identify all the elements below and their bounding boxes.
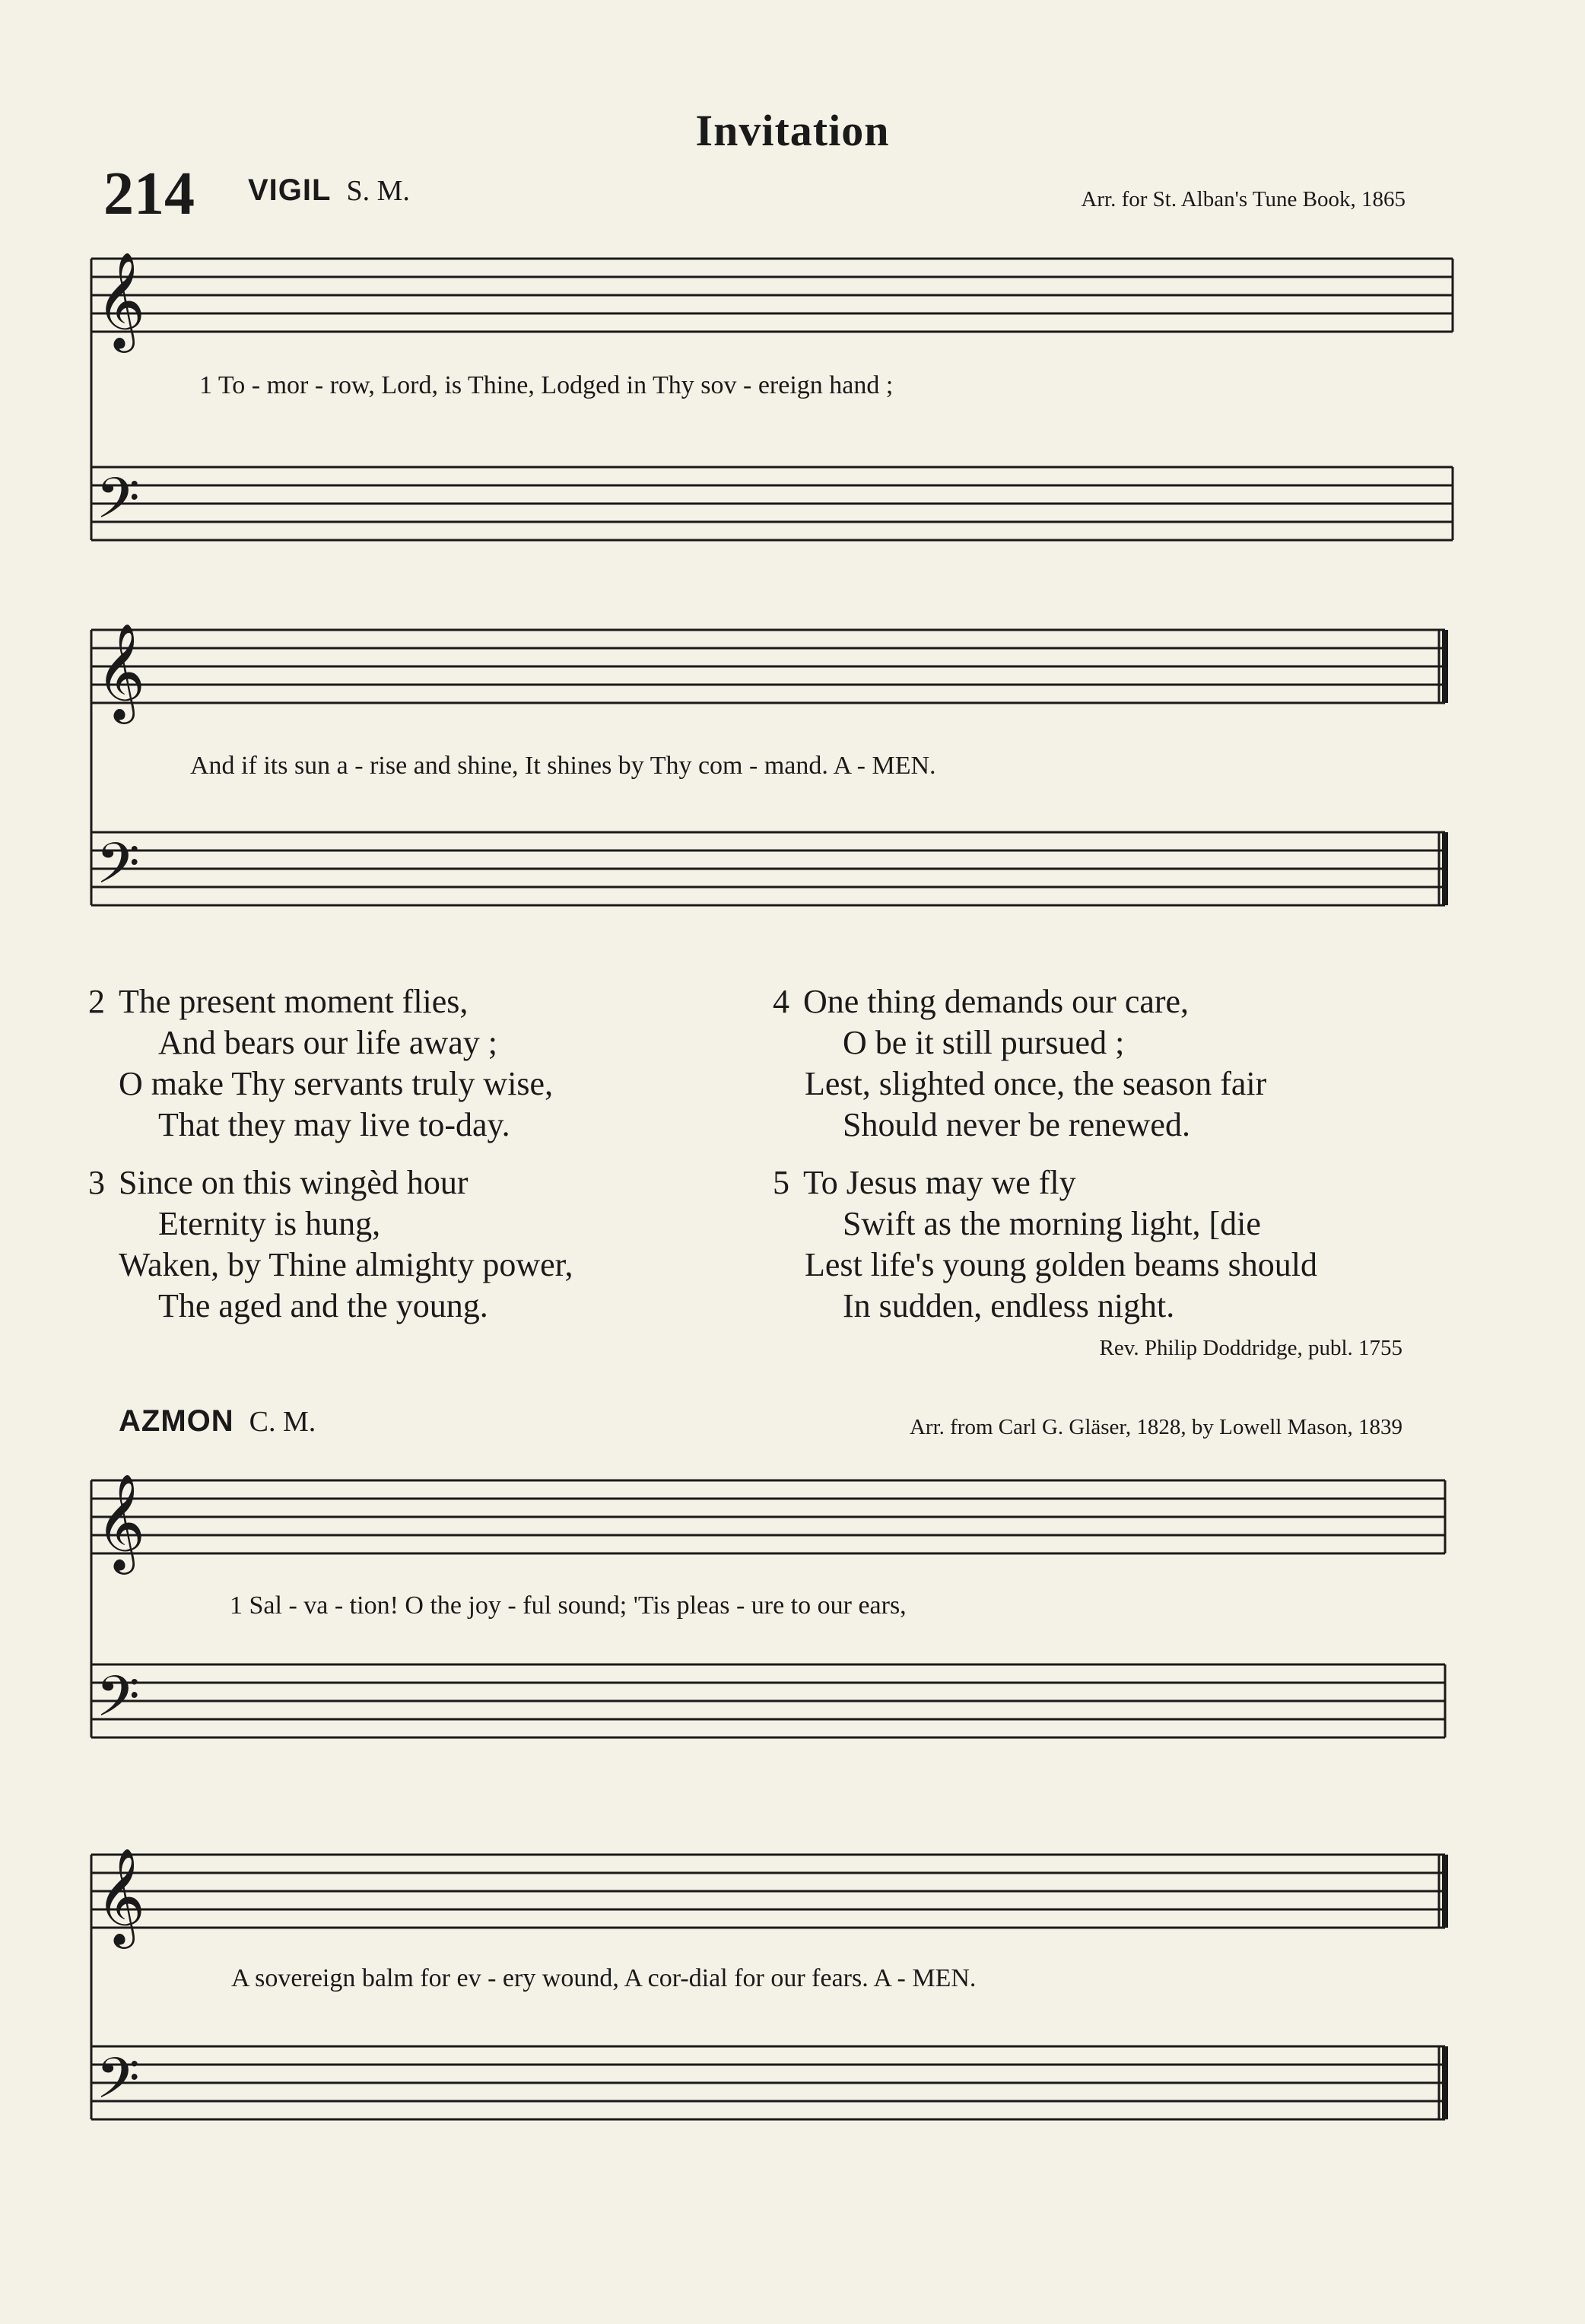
tune-attribution: Arr. for St. Alban's Tune Book, 1865 — [1081, 187, 1406, 211]
bass-clef-icon: 𝄢 — [96, 2046, 140, 2125]
verse-line: The aged and the young. — [158, 1287, 488, 1324]
lyrics-line-1: 1 Sal - va - tion! O the joy - ful sound; 'Tis pleas - ure to our ears, — [230, 1591, 907, 1620]
tune-header-azmon — [119, 1404, 316, 1439]
tune-name: VIGIL — [248, 173, 332, 207]
treble-clef-icon: 𝄞 — [96, 622, 146, 720]
verse-line: Eternity is hung, — [158, 1205, 381, 1242]
lyrics-line-2: And if its sun a - rise and shine, It shines by Thy com - mand. A - MEN. — [190, 752, 936, 780]
bass-clef-icon: 𝄢 — [96, 466, 140, 545]
verse-line: The present moment flies, — [119, 983, 469, 1020]
tune-attribution: Arr. from Carl G. Gläser, 1828, by Lowell Mason, 1839 — [909, 1415, 1402, 1439]
verse-2 — [88, 981, 553, 1146]
verse-number: 3 — [88, 1164, 105, 1201]
verse-number: 4 — [773, 983, 789, 1020]
verse-line: Lest, slighted once, the season fair — [805, 1065, 1267, 1102]
verse-3 — [88, 1162, 573, 1327]
verse-line: One thing demands our care, — [803, 983, 1190, 1020]
verse-number: 2 — [88, 983, 105, 1020]
treble-clef-icon: 𝄞 — [96, 1847, 146, 1944]
lyrics-line-1: 1 To - mor - row, Lord, is Thine, Lodged in Thy sov - ereign hand ; — [199, 371, 894, 399]
verse-line: O be it still pursued ; — [843, 1024, 1125, 1061]
verse-line: And bears our life away ; — [158, 1024, 497, 1061]
verse-line: Swift as the morning light, [die — [843, 1205, 1261, 1242]
verse-line: Lest life's young golden beams should — [805, 1246, 1317, 1283]
author-credit: Rev. Philip Doddridge, publ. 1755 — [1099, 1336, 1402, 1360]
verse-line: To Jesus may we fly — [803, 1164, 1076, 1201]
hymn-number: 214 — [103, 161, 195, 227]
treble-clef-icon: 𝄞 — [96, 251, 146, 348]
verse-5 — [773, 1162, 1317, 1327]
verse-line: That they may live to-day. — [158, 1106, 510, 1143]
verse-line: Should never be renewed. — [843, 1106, 1190, 1143]
verse-4 — [773, 981, 1266, 1146]
verse-line: Since on this wingèd hour — [119, 1164, 469, 1201]
tune-name: AZMON — [119, 1404, 234, 1438]
bass-clef-icon: 𝄢 — [96, 831, 140, 911]
lyrics-line-2: A sovereign balm for ev - ery wound, A cor-dial for our fears. A - MEN. — [231, 1964, 977, 1992]
verse-line: Waken, by Thine almighty power, — [119, 1246, 573, 1283]
tune-meter: C. M. — [249, 1406, 316, 1438]
treble-clef-icon: 𝄞 — [96, 1473, 146, 1570]
tune-meter: S. M. — [346, 175, 410, 207]
bass-clef-icon: 𝄢 — [96, 1664, 140, 1744]
verse-line: O make Thy servants truly wise, — [119, 1065, 554, 1102]
verse-number: 5 — [773, 1164, 789, 1201]
verse-line: In sudden, endless night. — [843, 1287, 1175, 1324]
section-title: Invitation — [695, 106, 890, 155]
